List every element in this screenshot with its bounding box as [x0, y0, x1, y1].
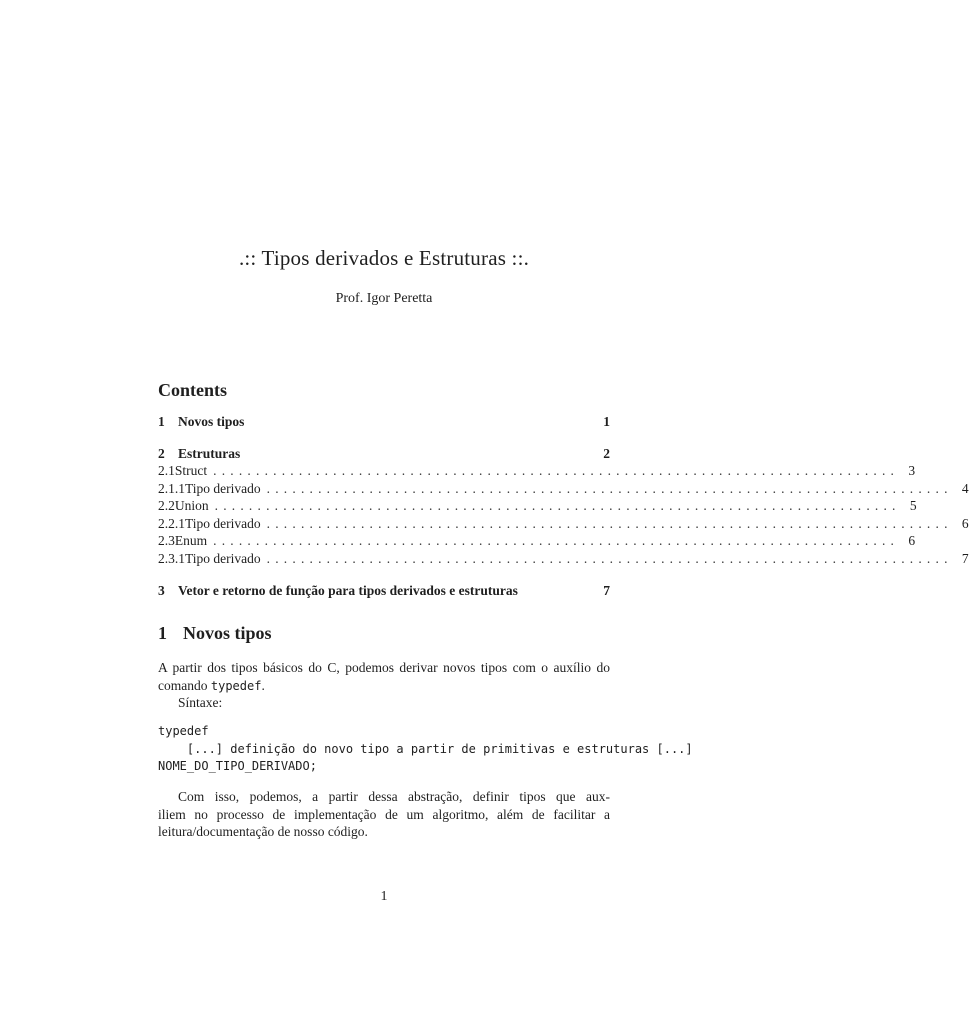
toc-entry-2-2-1[interactable]: [158, 516, 969, 532]
paragraph-conclusion: [158, 788, 610, 841]
paragraph-text: A partir dos tipos básicos do C, podemos derivar novos tipos com o auxílio do comando: [158, 660, 610, 693]
toc-entry-page: 2: [603, 446, 610, 461]
toc-leader-dots: ................................................................................: [214, 498, 901, 513]
page-number: 1: [380, 889, 388, 904]
toc-entry-title: Union: [174, 498, 209, 513]
paragraph-line: leitura/documentação de nosso código.: [158, 824, 368, 839]
toc-entry-page: 4: [961, 481, 969, 496]
toc-entry-page: 5: [909, 498, 917, 513]
toc-entry-page: 7: [603, 583, 610, 598]
toc-entry-page: 7: [961, 551, 969, 566]
toc-entry-title: Tipo derivado: [185, 481, 261, 496]
toc-entry-number: 2.2: [158, 498, 175, 513]
toc-entry-number: 2.1: [158, 463, 175, 478]
section-number: 1: [158, 623, 167, 643]
toc-entry-2-2[interactable]: [158, 498, 917, 514]
code-line-2: [...] definição do novo tipo a partir de primitivas e estruturas [...]: [158, 742, 693, 756]
toc-entry-3[interactable]: [158, 583, 610, 599]
toc-entry-title: Struct: [174, 463, 208, 478]
toc-entry-2[interactable]: [158, 446, 610, 462]
toc-entry-number: 2.1.1: [158, 481, 185, 496]
toc-entry-1[interactable]: [158, 414, 610, 430]
paragraph-line: Com isso, podemos, a partir dessa abstração, definir tipos que aux-: [178, 789, 610, 804]
toc-entry-page: 6: [961, 516, 969, 531]
toc-entry-2-3-1[interactable]: [158, 551, 969, 567]
toc-entry-title: Novos tipos: [178, 414, 245, 429]
syntax-label: Síntaxe:: [178, 695, 223, 710]
toc-entry-title: Enum: [174, 533, 208, 548]
toc-entry-number: 2.2.1: [158, 516, 185, 531]
toc-entry-page: 3: [908, 463, 916, 478]
toc-leader-dots: ................................................................................: [213, 463, 900, 478]
toc-leader-dots: ................................................................................: [213, 533, 900, 548]
toc-entry-2-1[interactable]: [158, 463, 916, 479]
paragraph-intro: [158, 659, 610, 695]
toc-entry-number: 1: [158, 414, 165, 429]
toc-entry-page: 1: [603, 414, 610, 429]
toc-entry-title: Estruturas: [178, 446, 241, 461]
toc-entry-title: Tipo derivado: [185, 516, 261, 531]
toc-entry-number: 2.3: [158, 533, 175, 548]
toc-entry-number: 2: [158, 446, 165, 461]
toc-entry-number: 3: [158, 583, 165, 598]
toc-entry-2-3[interactable]: [158, 533, 916, 549]
toc-leader-dots: ................................................................................: [266, 516, 953, 531]
toc-entry-number: 2.3.1: [158, 551, 185, 566]
section-title: Novos tipos: [183, 623, 272, 643]
document-author: Prof. Igor Peretta: [335, 291, 433, 306]
contents-heading: Contents: [158, 380, 228, 400]
toc-entry-2-1-1[interactable]: [158, 481, 969, 497]
document-title: .:: Tipos derivados e Estruturas ::.: [238, 246, 530, 270]
toc-leader-dots: ................................................................................: [266, 481, 953, 496]
toc-entry-page: 6: [908, 533, 916, 548]
inline-code-typedef: typedef: [210, 678, 262, 693]
code-line-3: NOME_DO_TIPO_DERIVADO;: [158, 759, 317, 773]
toc-entry-title: Vetor e retorno de função para tipos derivados e estruturas: [178, 583, 518, 598]
paragraph-line: iliem no processo de implementação de um algoritmo, além de facilitar a: [158, 806, 610, 822]
paragraph-text-end: .: [261, 677, 265, 693]
toc-entry-title: Tipo derivado: [185, 551, 261, 566]
section-heading: [158, 623, 272, 644]
code-line-1: typedef: [158, 724, 209, 738]
toc-leader-dots: ................................................................................: [266, 551, 953, 566]
